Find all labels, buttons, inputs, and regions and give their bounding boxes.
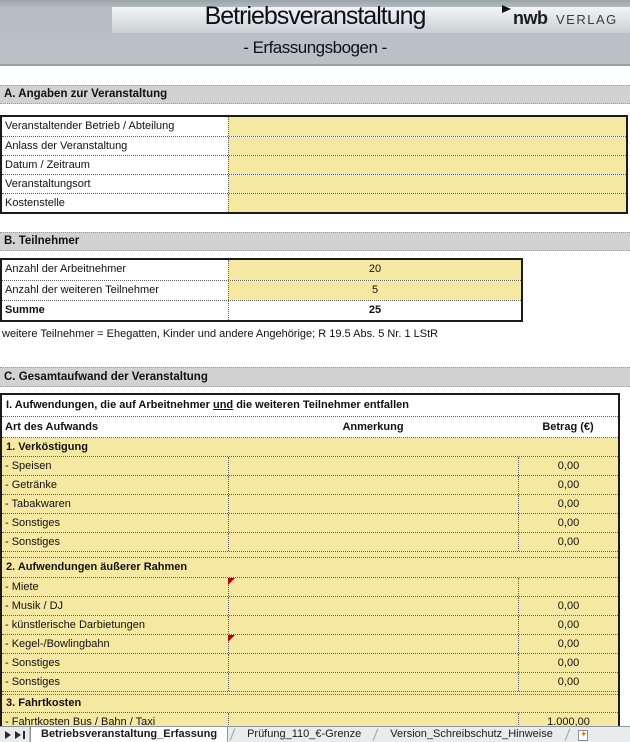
expense-label: - Tabakwaren <box>5 498 71 510</box>
page-subtitle: - Erfassungsbogen - <box>243 38 387 57</box>
comment-marker-icon <box>228 578 235 585</box>
input-cell[interactable]: 20 <box>228 260 521 280</box>
anmerkung-cell[interactable] <box>228 616 518 634</box>
table-row <box>2 616 618 635</box>
comment-marker-icon <box>228 635 235 642</box>
betrag-cell[interactable]: 0,00 <box>518 597 618 615</box>
last-sheet-bar-icon <box>23 731 25 739</box>
insert-sheet-tab[interactable] <box>572 727 596 742</box>
expense-label: - Musik / DJ <box>5 600 64 612</box>
table-row <box>2 597 618 616</box>
betrag-cell[interactable]: 0,00 <box>518 457 618 475</box>
section-a-table <box>0 115 628 214</box>
group-header-rahmen: 2. Aufwendungen äußerer Rahmen <box>2 558 618 578</box>
section-a-heading: A. Angaben zur Veranstaltung <box>0 85 630 104</box>
anmerkung-cell[interactable] <box>228 495 518 513</box>
anmerkung-cell[interactable] <box>228 476 518 494</box>
table-row <box>2 260 521 280</box>
logo-brand-text: nwb <box>513 8 548 28</box>
subtable-title-pre: I. Aufwendungen, die auf Arbeitnehmer <box>6 399 213 411</box>
table-row <box>2 193 626 212</box>
column-header-row <box>2 417 618 438</box>
tab-pruefung-110-euro-grenze[interactable]: Prüfung_110_€-Grenze <box>247 728 362 740</box>
input-cell[interactable] <box>228 194 626 212</box>
insert-sheet-icon <box>578 730 588 741</box>
field-label: Anzahl der weiteren Teilnehmer <box>2 281 228 300</box>
tab-version-schreibschutz-hinweise[interactable]: Version_Schreibschutz_Hinweise <box>390 728 553 740</box>
anmerkung-cell[interactable] <box>228 533 518 551</box>
betrag-cell[interactable]: 1.000,00 <box>518 713 618 726</box>
group-header-fahrtkosten: 3. Fahrtkosten <box>2 695 618 713</box>
header-divider <box>0 64 630 66</box>
betrag-cell[interactable]: 0,00 <box>518 654 618 672</box>
column-header-betrag: Betrag (€) <box>542 421 594 433</box>
anmerkung-cell[interactable] <box>228 673 518 691</box>
betrag-cell[interactable]: 0,00 <box>518 514 618 532</box>
input-cell[interactable] <box>228 175 626 193</box>
table-row <box>2 280 521 300</box>
input-cell[interactable] <box>228 137 626 155</box>
field-label: Anlass der Veranstaltung <box>2 137 228 155</box>
table-row-sum <box>2 300 521 320</box>
expense-label: - Speisen <box>5 460 52 472</box>
betrag-cell[interactable]: 0,00 <box>518 673 618 691</box>
column-header-anmerkung: Anmerkung <box>342 421 404 433</box>
expense-label: - Sonstiges <box>5 536 61 548</box>
logo-triangle-icon <box>502 5 511 13</box>
next-sheet-icon[interactable] <box>5 731 11 739</box>
table-row <box>2 578 618 597</box>
participants-note: weitere Teilnehmer = Ehegatten, Kinder und andere Angehörige; R 19.5 Abs. 5 Nr. 1 LStR <box>2 328 439 340</box>
last-sheet-icon[interactable] <box>15 731 21 739</box>
table-row <box>2 155 626 174</box>
insert-sheet-spark-icon: ✦ <box>579 729 588 739</box>
field-label: Summe <box>2 301 228 320</box>
expense-label: - Miete <box>5 581 39 593</box>
anmerkung-cell[interactable] <box>228 635 518 653</box>
anmerkung-cell[interactable] <box>228 597 518 615</box>
table-row <box>2 673 618 692</box>
table-row <box>2 514 618 533</box>
table-row <box>2 174 626 193</box>
sum-cell[interactable]: 25 <box>228 301 521 320</box>
logo-suffix-text: VERLAG <box>556 12 618 27</box>
expense-label: - Sonstiges <box>5 517 61 529</box>
table-row <box>2 117 626 136</box>
betrag-cell[interactable] <box>518 578 618 596</box>
column-header-art: Art des Aufwands <box>5 421 99 433</box>
header-subtitle-band <box>0 33 630 64</box>
section-b-table <box>0 258 523 322</box>
betrag-cell[interactable]: 0,00 <box>518 495 618 513</box>
input-cell[interactable] <box>228 117 626 136</box>
input-cell[interactable] <box>228 156 626 174</box>
table-row <box>2 654 618 673</box>
betrag-cell[interactable]: 0,00 <box>518 616 618 634</box>
field-label: Veranstaltender Betrieb / Abteilung <box>2 117 228 136</box>
anmerkung-cell[interactable] <box>228 578 518 596</box>
expense-label: - künstlerische Darbietungen <box>5 619 146 631</box>
table-row <box>2 136 626 155</box>
nwb-verlag-logo <box>496 3 624 33</box>
field-label: Kostenstelle <box>2 194 228 212</box>
tab-separator <box>230 728 236 740</box>
anmerkung-cell[interactable] <box>228 654 518 672</box>
field-label: Anzahl der Arbeitnehmer <box>2 260 228 280</box>
section-b-heading: B. Teilnehmer <box>0 232 630 251</box>
subtable-title-underlined: und <box>212 399 234 411</box>
group-header-verkoestigung: 1. Verköstigung <box>2 438 618 457</box>
tab-separator <box>564 728 570 740</box>
anmerkung-cell[interactable] <box>228 457 518 475</box>
input-cell[interactable]: 5 <box>228 281 521 300</box>
expense-label: - Kegel-/Bowlingbahn <box>5 638 110 650</box>
expense-label: - Fahrtkosten Bus / Bahn / Taxi <box>5 716 156 726</box>
expense-label: - Sonstiges <box>5 676 61 688</box>
field-label: Veranstaltungsort <box>2 175 228 193</box>
betrag-cell[interactable]: 0,00 <box>518 635 618 653</box>
betrag-cell[interactable]: 0,00 <box>518 533 618 551</box>
page-title: Betriebsveranstaltung <box>204 2 426 30</box>
field-label: Datum / Zeitraum <box>2 156 228 174</box>
table-row <box>2 635 618 654</box>
anmerkung-cell[interactable] <box>228 713 518 726</box>
subtable-title-post: die weiteren Teilnehmer entfallen <box>233 399 410 411</box>
section-c-table <box>0 393 620 726</box>
sheet-tab-bar <box>0 726 630 742</box>
subtable-title <box>2 395 618 417</box>
betrag-cell[interactable]: 0,00 <box>518 476 618 494</box>
anmerkung-cell[interactable] <box>228 514 518 532</box>
tab-separator <box>373 728 379 740</box>
tab-betriebsveranstaltung-erfassung[interactable]: Betriebsveranstaltung_Erfassung <box>30 727 228 742</box>
expense-label: - Getränke <box>5 479 57 491</box>
sheet-nav <box>0 727 30 742</box>
table-row <box>2 495 618 514</box>
table-row <box>2 457 618 476</box>
expense-label: - Sonstiges <box>5 657 61 669</box>
table-row <box>2 533 618 552</box>
table-row <box>2 476 618 495</box>
section-c-heading: C. Gesamtaufwand der Veranstaltung <box>0 367 630 387</box>
table-row <box>2 713 618 726</box>
